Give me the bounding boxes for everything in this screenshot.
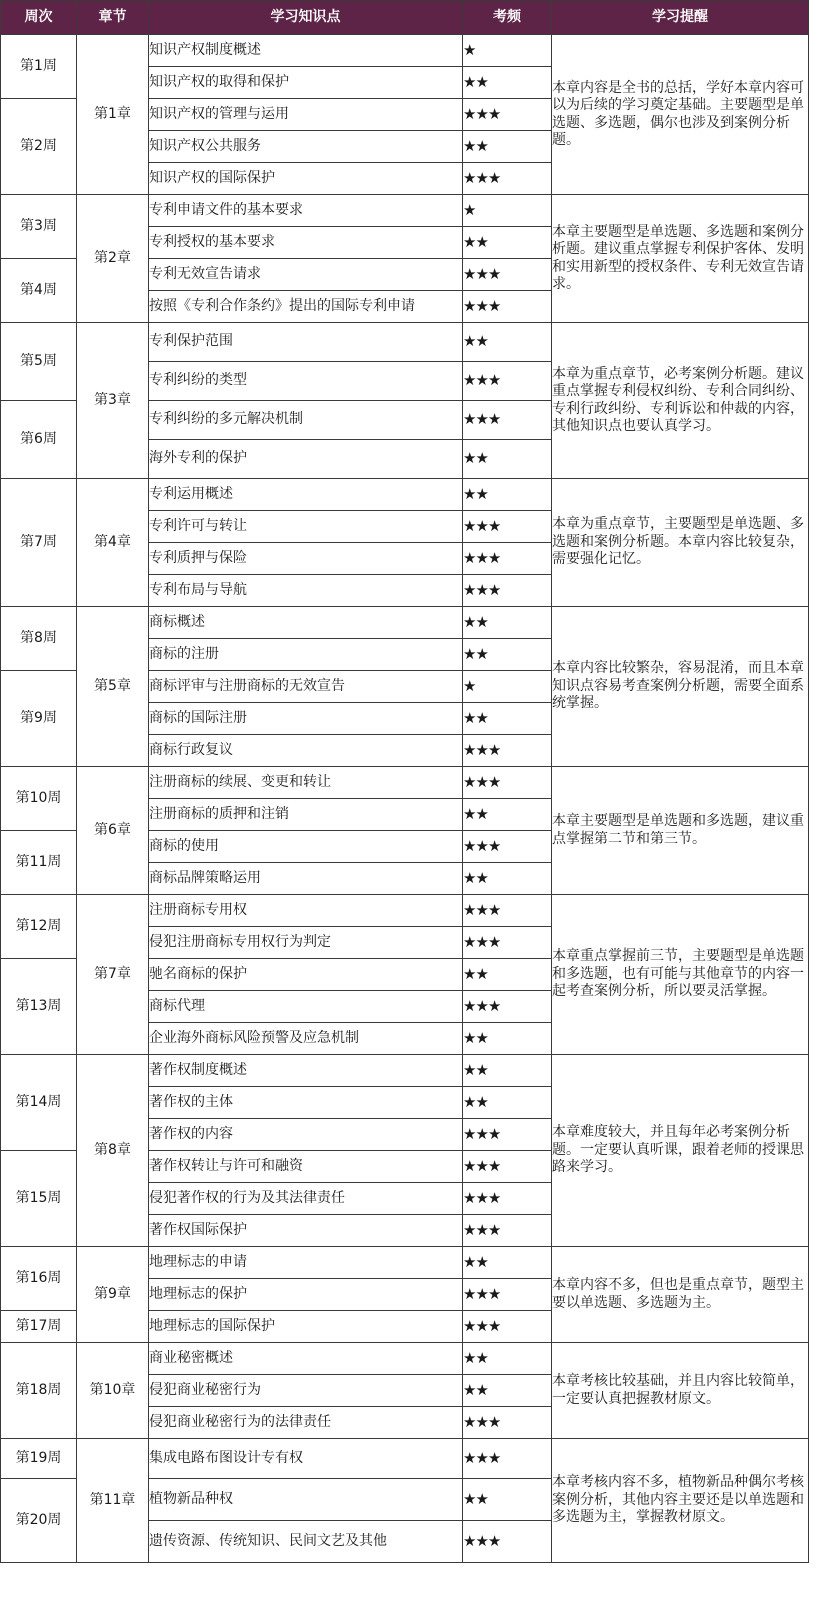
star-rating: ★★ [463,136,488,155]
week-cell: 第7周 [1,479,77,607]
star-rating: ★★★ [463,996,501,1015]
header-tip: 学习提醒 [552,1,809,35]
week-cell: 第4周 [1,259,77,323]
star-rating: ★★ [463,1028,488,1047]
star-rating: ★★★ [463,296,501,315]
table-row [1,607,809,639]
week-cell: 第17周 [1,1311,77,1343]
tip-cell: 本章为重点章节，主要题型是单选题、多选题和案例分析题。本章内容比较复杂，需要强化记忆。 [552,479,809,607]
week-cell: 第10周 [1,767,77,831]
topic-cell: 侵犯注册商标专用权行为判定 [149,927,463,959]
chapter-cell: 第11章 [77,1439,149,1563]
frequency-stars [463,511,552,543]
frequency-stars [463,927,552,959]
frequency-stars [463,1119,552,1151]
header-row [1,1,809,35]
topic-cell: 著作权制度概述 [149,1055,463,1087]
frequency-stars [463,67,552,99]
star-rating: ★★★ [463,1448,501,1467]
topic-cell: 商标品牌策略运用 [149,863,463,895]
week-cell: 第6周 [1,401,77,479]
frequency-stars [463,163,552,195]
topic-cell: 专利保护范围 [149,323,463,362]
topic-cell: 注册商标的续展、变更和转让 [149,767,463,799]
frequency-stars [463,959,552,991]
star-rating: ★★★ [463,371,501,390]
tip-cell: 本章重点掌握前三节，主要题型是单选题和多选题，也有可能与其他章节的内容一起考查案例分析，所以要灵活掌握。 [552,895,809,1055]
frequency-stars [463,703,552,735]
frequency-stars [463,1247,552,1279]
star-rating: ★★ [463,964,488,983]
star-rating: ★★ [463,1252,488,1271]
topic-cell: 专利纠纷的多元解决机制 [149,401,463,440]
star-rating: ★★★ [463,548,501,567]
tip-cell: 本章主要题型是单选题、多选题和案例分析题。建议重点掌握专利保护客体、发明和实用新型的授权条件、专利无效宣告请求。 [552,195,809,323]
star-rating: ★★ [463,1092,488,1111]
frequency-stars [463,479,552,511]
week-cell: 第8周 [1,607,77,671]
table-row [1,767,809,799]
topic-cell: 著作权转让与许可和融资 [149,1151,463,1183]
header-week: 周次 [1,1,77,35]
topic-cell: 侵犯商业秘密行为 [149,1375,463,1407]
frequency-stars [463,831,552,863]
week-cell: 第5周 [1,323,77,401]
star-rating: ★ [463,40,476,59]
table-row [1,1055,809,1087]
topic-cell: 知识产权的取得和保护 [149,67,463,99]
chapter-cell: 第9章 [77,1247,149,1343]
tip-cell: 本章主要题型是单选题和多选题，建议重点掌握第二节和第三节。 [552,767,809,895]
topic-cell: 侵犯著作权的行为及其法律责任 [149,1183,463,1215]
topic-cell: 专利运用概述 [149,479,463,511]
topic-cell: 专利授权的基本要求 [149,227,463,259]
frequency-stars [463,1439,552,1479]
star-rating: ★★ [463,612,488,631]
chapter-cell: 第5章 [77,607,149,767]
week-cell: 第2周 [1,99,77,195]
topic-cell: 注册商标的质押和注销 [149,799,463,831]
frequency-stars [463,1375,552,1407]
frequency-stars [463,543,552,575]
week-cell: 第12周 [1,895,77,959]
week-cell: 第15周 [1,1151,77,1247]
topic-cell: 著作权的主体 [149,1087,463,1119]
week-cell: 第9周 [1,671,77,767]
table-row [1,195,809,227]
frequency-stars [463,671,552,703]
frequency-stars [463,1521,552,1563]
frequency-stars [463,991,552,1023]
star-rating: ★★ [463,332,488,351]
topic-cell: 商业秘密概述 [149,1343,463,1375]
frequency-stars [463,799,552,831]
frequency-stars [463,401,552,440]
topic-cell: 知识产权公共服务 [149,131,463,163]
chapter-cell: 第4章 [77,479,149,607]
star-rating: ★★★ [463,410,501,429]
tip-cell: 本章内容比较繁杂，容易混淆，而且本章知识点容易考查案例分析题，需要全面系统掌握。 [552,607,809,767]
star-rating: ★★ [463,804,488,823]
topic-cell: 知识产权制度概述 [149,35,463,67]
frequency-stars [463,1407,552,1439]
frequency-stars [463,1311,552,1343]
frequency-stars [463,895,552,927]
star-rating: ★★★ [463,580,501,599]
week-cell: 第18周 [1,1343,77,1439]
star-rating: ★★★ [463,168,501,187]
star-rating: ★★★ [463,1316,501,1335]
frequency-stars [463,1023,552,1055]
star-rating: ★★★ [463,1124,501,1143]
frequency-stars [463,1087,552,1119]
week-cell: 第19周 [1,1439,77,1479]
star-rating: ★★★ [463,1412,501,1431]
frequency-stars [463,362,552,401]
star-rating: ★★ [463,644,488,663]
topic-cell: 地理标志的国际保护 [149,1311,463,1343]
topic-cell: 商标的注册 [149,639,463,671]
table-row [1,479,809,511]
star-rating: ★★ [463,1489,488,1508]
star-rating: ★★★ [463,264,501,283]
star-rating: ★★★ [463,1220,501,1239]
chapter-cell: 第3章 [77,323,149,479]
chapter-cell: 第10章 [77,1343,149,1439]
topic-cell: 集成电路布图设计专有权 [149,1439,463,1479]
frequency-stars [463,35,552,67]
star-rating: ★★★ [463,932,501,951]
star-rating: ★★★ [463,1531,501,1550]
chapter-cell: 第2章 [77,195,149,323]
topic-cell: 商标的使用 [149,831,463,863]
star-rating: ★★★ [463,1188,501,1207]
frequency-stars [463,131,552,163]
star-rating: ★★★ [463,1156,501,1175]
topic-cell: 按照《专利合作条约》提出的国际专利申请 [149,291,463,323]
topic-cell: 商标评审与注册商标的无效宣告 [149,671,463,703]
star-rating: ★★★ [463,740,501,759]
tip-cell: 本章内容是全书的总括，学好本章内容可以为后续的学习奠定基础。主要题型是单选题、多选题，偶尔也涉及到案例分析题。 [552,35,809,195]
frequency-stars [463,1479,552,1521]
frequency-stars [463,227,552,259]
tip-cell: 本章内容不多，但也是重点章节，题型主要以单选题、多选题为主。 [552,1247,809,1343]
header-frequency: 考频 [463,1,552,35]
star-rating: ★★★ [463,836,501,855]
star-rating: ★★ [463,484,488,503]
tip-cell: 本章考核内容不多，植物新品种偶尔考核案例分析，其他内容主要还是以单选题和多选题为主，掌握教材原文。 [552,1439,809,1563]
tip-cell: 本章考核比较基础，并且内容比较简单，一定要认真把握教材原文。 [552,1343,809,1439]
week-cell: 第11周 [1,831,77,895]
chapter-cell: 第6章 [77,767,149,895]
frequency-stars [463,99,552,131]
star-rating: ★★ [463,449,488,468]
week-cell: 第14周 [1,1055,77,1151]
tip-cell: 本章为重点章节，必考案例分析题。建议重点掌握专利侵权纠纷、专利合同纠纷、专利行政纠纷、专利诉讼和仲裁的内容，其他知识点也要认真学习。 [552,323,809,479]
frequency-stars [463,639,552,671]
header-chapter: 章节 [77,1,149,35]
tip-cell: 本章难度较大，并且每年必考案例分析题。一定要认真听课，跟着老师的授课思路来学习。 [552,1055,809,1247]
star-rating: ★★★ [463,516,501,535]
star-rating: ★ [463,200,476,219]
topic-cell: 著作权国际保护 [149,1215,463,1247]
table-row [1,1247,809,1279]
frequency-stars [463,195,552,227]
frequency-stars [463,440,552,479]
topic-cell: 专利无效宣告请求 [149,259,463,291]
frequency-stars [463,1279,552,1311]
topic-cell: 侵犯商业秘密行为的法律责任 [149,1407,463,1439]
table-row [1,1343,809,1375]
frequency-stars [463,575,552,607]
week-cell: 第3周 [1,195,77,259]
topic-cell: 商标行政复议 [149,735,463,767]
frequency-stars [463,323,552,362]
table-row [1,895,809,927]
frequency-stars [463,1183,552,1215]
star-rating: ★★ [463,1380,488,1399]
topic-cell: 驰名商标的保护 [149,959,463,991]
week-cell: 第16周 [1,1247,77,1311]
topic-cell: 注册商标专用权 [149,895,463,927]
frequency-stars [463,1215,552,1247]
topic-cell: 专利质押与保险 [149,543,463,575]
chapter-cell: 第1章 [77,35,149,195]
star-rating: ★★ [463,232,488,251]
frequency-stars [463,767,552,799]
frequency-stars [463,735,552,767]
table-row [1,323,809,362]
frequency-stars [463,259,552,291]
topic-cell: 企业海外商标风险预警及应急机制 [149,1023,463,1055]
topic-cell: 专利许可与转让 [149,511,463,543]
star-rating: ★★ [463,708,488,727]
chapter-cell: 第7章 [77,895,149,1055]
topic-cell: 专利申请文件的基本要求 [149,195,463,227]
star-rating: ★ [463,676,476,695]
topic-cell: 地理标志的保护 [149,1279,463,1311]
topic-cell: 专利布局与导航 [149,575,463,607]
week-cell: 第20周 [1,1479,77,1563]
table-row [1,1439,809,1479]
week-cell: 第1周 [1,35,77,99]
frequency-stars [463,291,552,323]
topic-cell: 商标概述 [149,607,463,639]
topic-cell: 地理标志的申请 [149,1247,463,1279]
topic-cell: 著作权的内容 [149,1119,463,1151]
frequency-stars [463,607,552,639]
topic-cell: 海外专利的保护 [149,440,463,479]
topic-cell: 遗传资源、传统知识、民间文艺及其他 [149,1521,463,1563]
topic-cell: 专利纠纷的类型 [149,362,463,401]
topic-cell: 植物新品种权 [149,1479,463,1521]
frequency-stars [463,863,552,895]
topic-cell: 商标代理 [149,991,463,1023]
star-rating: ★★ [463,1348,488,1367]
week-cell: 第13周 [1,959,77,1055]
star-rating: ★★ [463,1060,488,1079]
star-rating: ★★★ [463,772,501,791]
frequency-stars [463,1343,552,1375]
frequency-stars [463,1151,552,1183]
frequency-stars [463,1055,552,1087]
star-rating: ★★ [463,72,488,91]
topic-cell: 知识产权的国际保护 [149,163,463,195]
table-row [1,35,809,67]
star-rating: ★★ [463,868,488,887]
topic-cell: 知识产权的管理与运用 [149,99,463,131]
chapter-cell: 第8章 [77,1055,149,1247]
star-rating: ★★★ [463,104,501,123]
star-rating: ★★★ [463,1284,501,1303]
star-rating: ★★★ [463,900,501,919]
header-topic: 学习知识点 [149,1,463,35]
topic-cell: 商标的国际注册 [149,703,463,735]
